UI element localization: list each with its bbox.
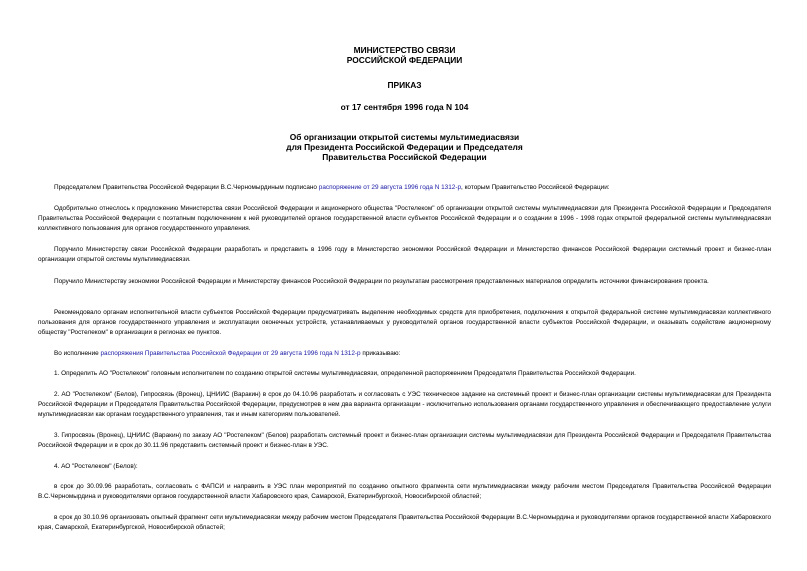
paragraph-8: 2. АО "Ростелеком" (Белов), Гипросвязь (Вронец), ЦНИИС (Варакин) в срок до 04.10.96 разработать и согласовать с УЭС техническое задание на системный проект и бизнес-план организации системы мультимедиасвязи для Президента Российской Федерации и Председателя Правительства Российской Федерации, предусмотрев в нем два варианта организации - исключительно использования органами государственного управления и обеспечивающего предоставление услуги мультимедиасвязи как органам государственного управления, так и иным категориям пользователей. [38, 391, 771, 418]
ministry-line-1: МИНИСТЕРСТВО СВЯЗИ [353, 45, 456, 55]
ministry-line-2: РОССИЙСКОЙ ФЕДЕРАЦИИ [346, 55, 463, 65]
title-line-2: для Президента Российской Федерации и Председателя [286, 142, 523, 152]
title-line-3: Правительства Российской Федерации [322, 152, 487, 162]
paragraph-3: Поручило Министерству связи Российской Федерации разработать и представить в 1996 году в Министерство экономики Российской Федерации и Министерство финансов Российской Федерации системный проект и бизнес-план организации открытой системы мультимедиасвязи. [38, 246, 771, 263]
document-title [38, 132, 771, 162]
paragraph-12: в срок до 30.10.96 организовать опытный фрагмент сети мультимедиасвязи между рабочим местом Председателя Правительства Российской Федерации В.С.Черномырдина и руководителями органов государственной власти Хабаровского края, Самарской, Екатеринбургской, Новосибирской областей; [38, 514, 771, 531]
paragraph-4: Поручило Министерству экономики Российской Федерации и Министерству финансов Российской Федерации по результатам рассмотрения представленных материалов определить источники финансирования проекта. [54, 278, 709, 285]
paragraph-7: 1. Определить АО "Ростелеком" головным исполнителем по созданию открытой системы мультимедиасвязи, определенной распоряжением Председателя Правительства Российской Федерации. [54, 370, 636, 377]
document-date: от 17 сентября 1996 года N 104 [340, 102, 469, 112]
paragraph-9: 3. Гипросвязь (Вронец), ЦНИИС (Варакин) по заказу АО "Ростелеком" (Белов) разработать системный проект и бизнес-план организации системы мультимедиасвязи для Президента Российской Федерации и Председателя Правительства Российской Федерации и в срок до 30.11.96 представить системный проект и бизнес-план в УЭС. [38, 432, 771, 449]
document-type: ПРИКАЗ [387, 80, 422, 90]
decree-link-2[interactable]: распоряжения Правительства Российской Федерации от 29 августа 1996 года N 1312-р [100, 350, 361, 357]
paragraph-6 [38, 349, 771, 359]
paragraph-11: в срок до 30.09.96 разработать, согласовать с ФАПСИ и направить в УЭС план мероприятий по созданию опытного фрагмента сети мультимедиасвязи между рабочим местом Председателя Правительства Российской Федерации В.С.Черномырдина и руководителями органов государственной власти Хабаровского края, Самарской, Екатеринбургской, Новосибирской областей; [38, 483, 771, 500]
title-line-1: Об организации открытой системы мультимедиасвязи [289, 132, 520, 142]
paragraph-10: 4. АО "Ростелеком" (Белов): [54, 463, 138, 470]
paragraph-6-text-start: Во исполнение [54, 350, 101, 357]
paragraph-1-text-end: , которым Правительство Российской Федерации: [461, 184, 610, 191]
paragraph-2: Одобрительно отнеслось к предложению Министерства связи Российской Федерации и акционерного общества "Ростелеком" об организации открытой системы мультимедиасвязи для Президента Российской Федерации и Председателя Правительства Российской Федерации с поэтапным подключением к ней руководителей органов государственной власти субъектов Российской Федерации и о создании в 1996 - 1998 годах открытой федеральной системы мультимедиасвязи коллективного пользования для органов государственного управления. [38, 205, 771, 232]
decree-link[interactable]: распоряжение от 29 августа 1996 года N 1312-р [318, 184, 462, 191]
paragraph-1-text-start: Председателем Правительства Российской Федерации В.С.Черномырдиным подписано [54, 184, 319, 191]
paragraph-6-text-end: приказываю: [360, 350, 401, 357]
paragraph-1 [38, 183, 771, 193]
paragraph-5: Рекомендовало органам исполнительной власти субъектов Российской Федерации предусматривать выделение необходимых средств для приобретения, подключения к открытой федеральной системе мультимедиасвязи коллективного пользования для органов государственного управления и эксплуатации оконечных устройств, устанавливаемых у руководителей органов государственной власти субъектов Российской Федерации, и оказывать содействие акционерному обществу "Ростелеком" в организации в регионах ее пунктов. [38, 309, 771, 336]
ministry-heading [38, 45, 771, 65]
